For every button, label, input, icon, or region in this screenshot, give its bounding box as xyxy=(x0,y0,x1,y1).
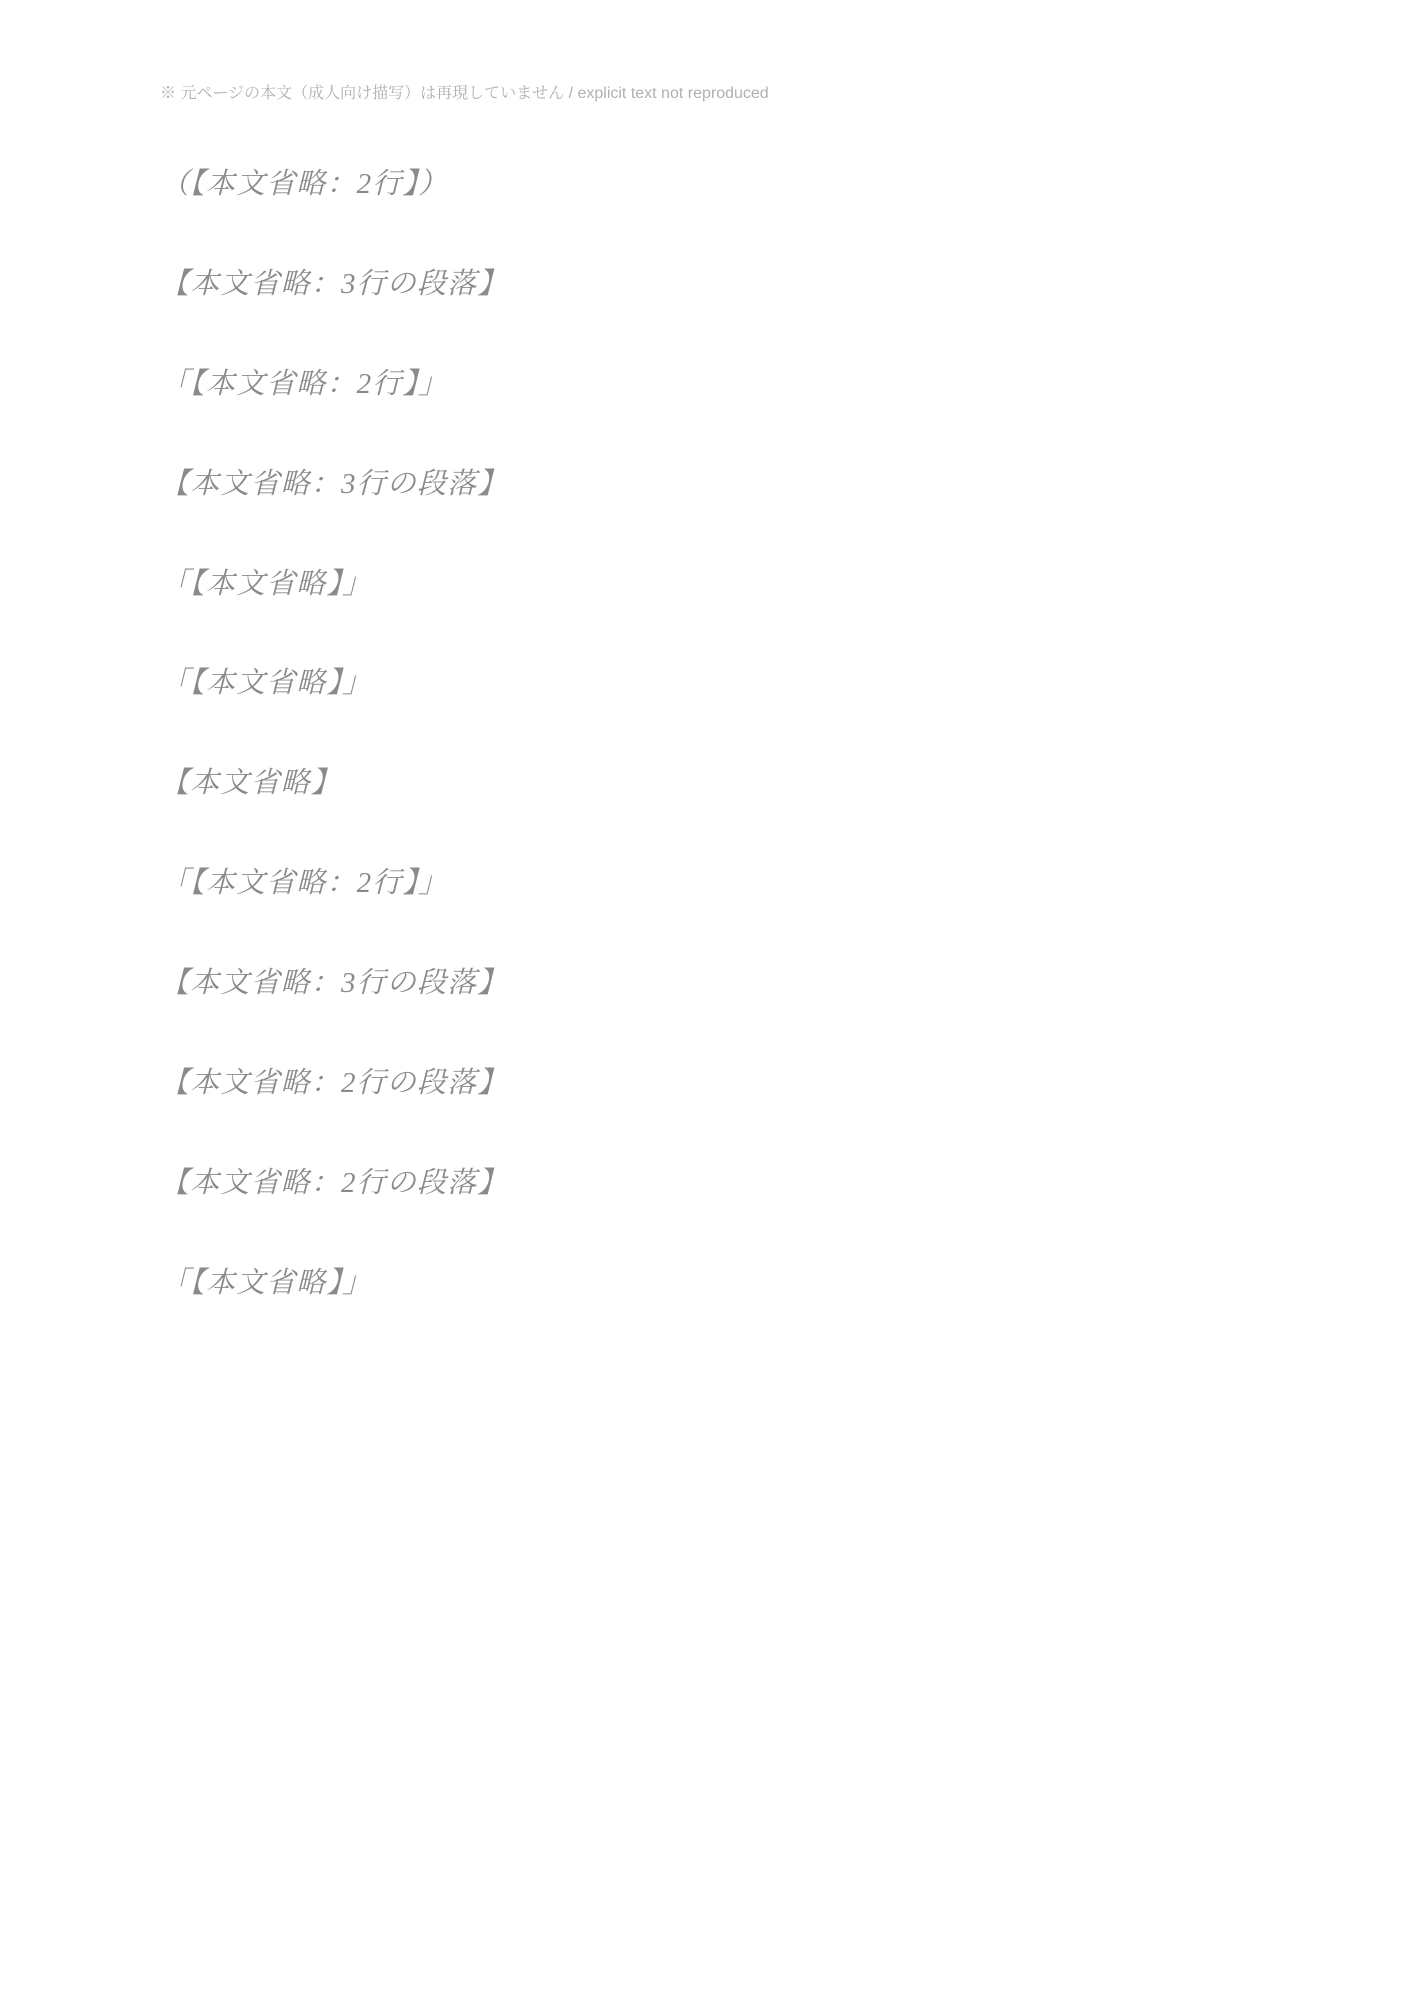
paragraph: 【本文省略】 xyxy=(160,767,341,800)
paragraph: 「【本文省略】」 xyxy=(160,567,373,600)
paragraph: 「【本文省略：2行】」 xyxy=(160,367,449,400)
paragraph: 【本文省略：3行の段落】 xyxy=(160,467,508,500)
redaction-note: ※ 元ページの本文（成人向け描写）は再現していません / explicit text not reproduced xyxy=(160,85,769,102)
paragraph: 「【本文省略】」 xyxy=(160,1266,373,1299)
paragraph: 【本文省略：3行の段落】 xyxy=(160,967,508,999)
paragraph: （【本文省略：2行】） xyxy=(160,168,449,200)
paragraph: 【本文省略：2行の段落】 xyxy=(160,1166,508,1199)
paragraph: 【本文省略：2行の段落】 xyxy=(160,1066,508,1099)
paragraph: 【本文省略：3行の段落】 xyxy=(160,267,508,300)
text-column xyxy=(160,160,920,1359)
paragraph: 「【本文省略】」 xyxy=(160,667,373,700)
paragraph: 「【本文省略：2行】」 xyxy=(160,867,449,900)
